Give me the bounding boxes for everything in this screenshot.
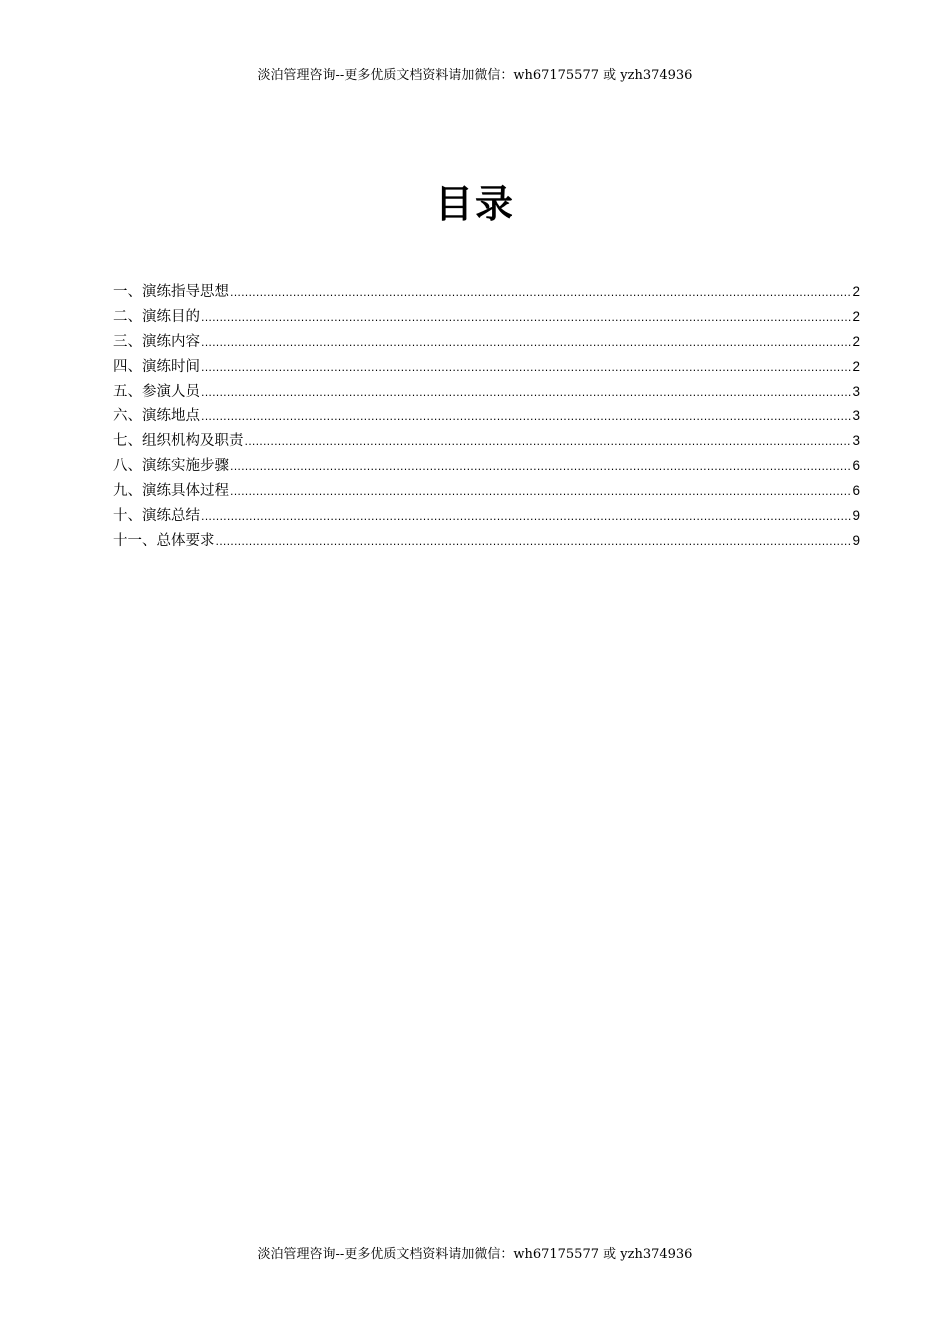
toc-entry-page: 6 [852, 483, 860, 499]
toc-entry-page: 3 [852, 433, 860, 449]
toc-entry-page: 2 [852, 358, 860, 374]
toc-entry-page: 2 [852, 284, 860, 299]
toc-entry-page: 3 [852, 383, 860, 399]
table-of-contents [113, 280, 860, 554]
toc-entry-label: 十一、总体要求 [113, 532, 215, 549]
toc-dot-leader [201, 405, 851, 430]
toc-entry-label: 五、参演人员 [113, 383, 200, 400]
toc-dot-leader [201, 306, 851, 331]
toc-entry-6[interactable] [113, 404, 860, 429]
toc-entry-label: 四、演练时间 [113, 358, 200, 375]
toc-entry-8[interactable] [113, 454, 860, 479]
toc-entry-11[interactable] [113, 529, 860, 554]
toc-entry-page: 2 [852, 333, 860, 349]
toc-entry-label: 六、演练地点 [113, 408, 200, 425]
page-header: 淡泊管理咨询--更多优质文档资料请加微信：wh67175577 或 yzh374936 [257, 68, 693, 83]
toc-dot-leader [230, 480, 851, 505]
toc-entry-4[interactable] [113, 355, 860, 380]
toc-entry-label: 一、演练指导思想 [113, 284, 229, 300]
toc-dot-leader [230, 281, 851, 306]
toc-entry-page: 6 [852, 458, 860, 474]
toc-entry-1[interactable] [113, 280, 860, 305]
toc-entry-10[interactable] [113, 504, 860, 529]
toc-dot-leader [201, 356, 851, 381]
toc-dot-leader [201, 505, 851, 530]
toc-dot-leader [230, 455, 851, 480]
toc-entry-page: 2 [852, 308, 860, 324]
toc-entry-label: 七、组织机构及职责 [113, 433, 244, 450]
toc-entry-7[interactable] [113, 429, 860, 454]
toc-entry-page: 9 [852, 532, 860, 548]
toc-entry-label: 八、演练实施步骤 [113, 458, 229, 475]
toc-entry-label: 九、演练具体过程 [113, 483, 229, 500]
page-footer: 淡泊管理咨询--更多优质文档资料请加微信：wh67175577 或 yzh374936 [257, 1247, 693, 1262]
toc-entry-2[interactable] [113, 305, 860, 330]
toc-entry-page: 3 [852, 408, 860, 424]
toc-entry-page: 9 [852, 508, 860, 524]
toc-entry-label: 十、演练总结 [113, 508, 200, 525]
toc-entry-5[interactable] [113, 380, 860, 405]
toc-dot-leader [245, 430, 852, 455]
toc-dot-leader [201, 381, 851, 406]
toc-dot-leader [216, 530, 852, 555]
toc-entry-label: 二、演练目的 [113, 308, 200, 325]
toc-entry-label: 三、演练内容 [113, 333, 200, 350]
toc-entry-3[interactable] [113, 330, 860, 355]
toc-title: 目录 [434, 182, 515, 226]
toc-entry-9[interactable] [113, 479, 860, 504]
toc-dot-leader [201, 331, 851, 356]
